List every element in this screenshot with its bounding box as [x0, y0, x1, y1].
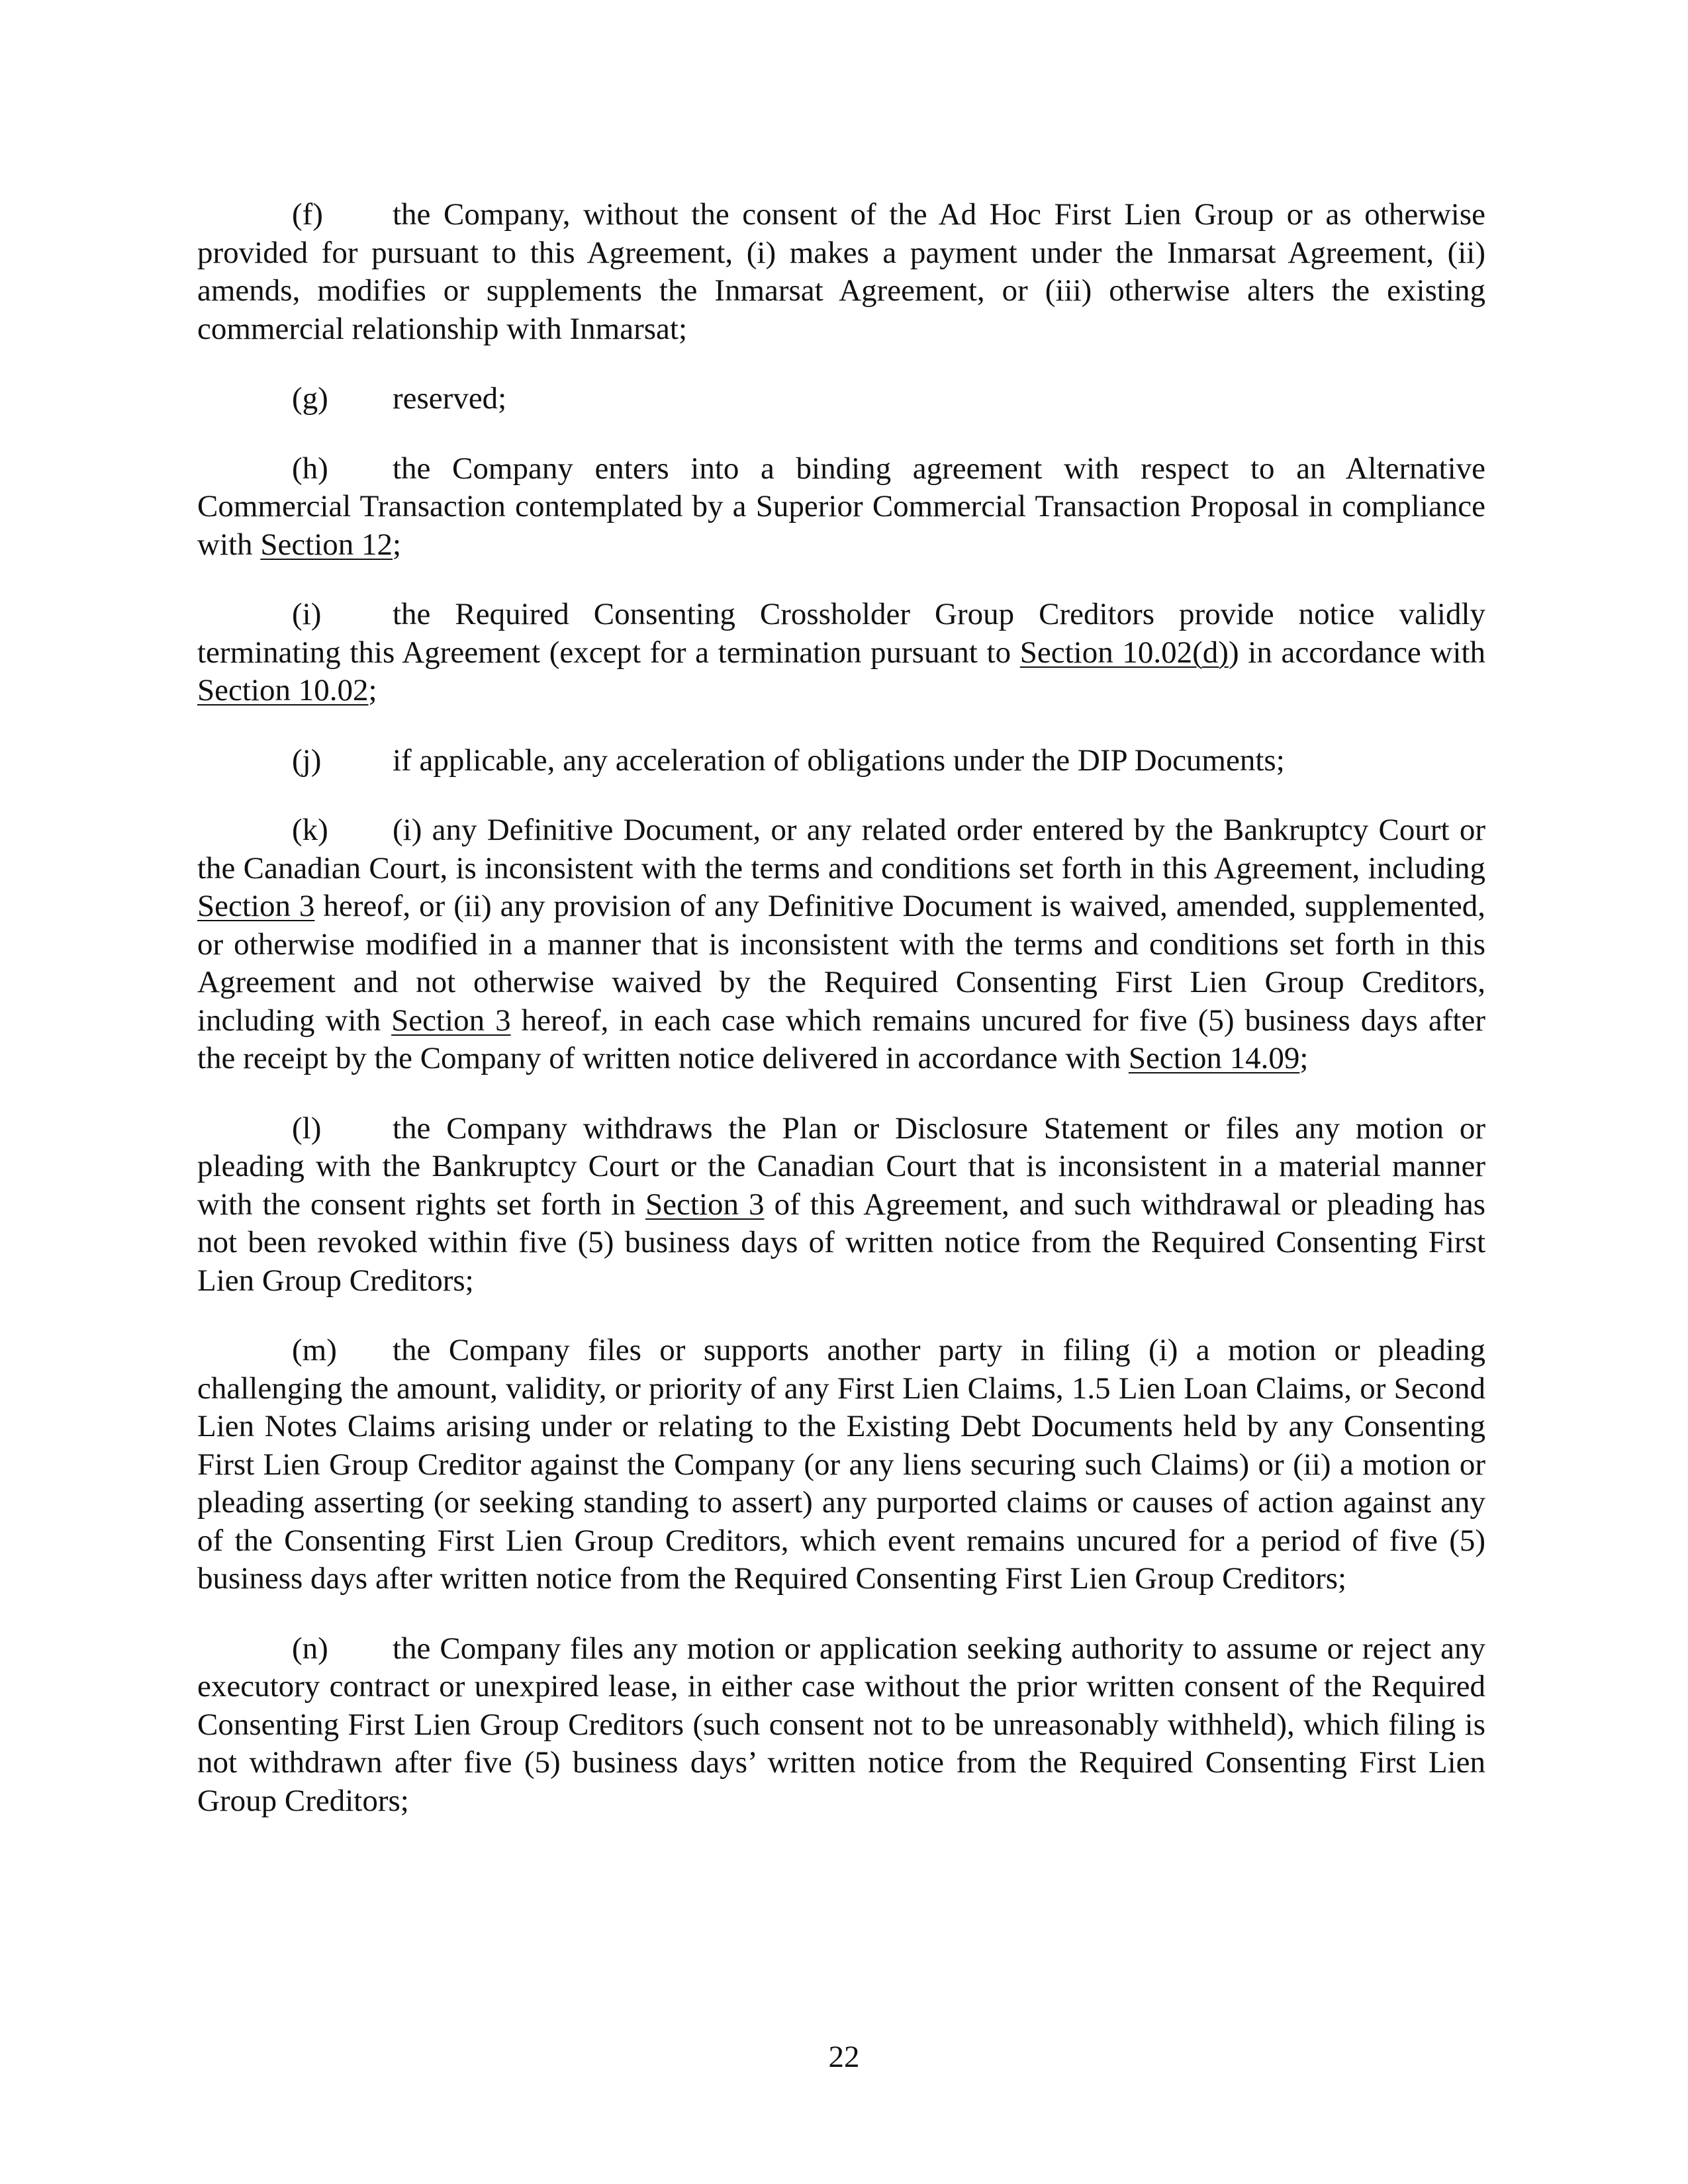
section-reference: Section 10.02 [197, 673, 369, 707]
clause-f [197, 196, 1485, 348]
clause-label: (h) [292, 451, 328, 486]
page-number: 22 [828, 2040, 860, 2074]
clause-text: ) in accordance with [1228, 635, 1486, 670]
clause-text: the Company files or supports another party in filing (i) a motion or pleading challenging the amount, validity, or priority of any First Lien Claims, 1.5 Lien Loan Claims, or Second Lien Notes Claims arising under or relating to the Existing Debt Documents held by any Consenting First Lien Group Creditor against the Company (or any liens securing such Claims) or (ii) a motion or pleading asserting (or seeking standing to assert) any purported claims or causes of action against any of the Consenting First Lien Group Creditors, which event remains uncured for a period of five (5) business days after written notice from the Required Consenting First Lien Group Creditors; [197, 1333, 1485, 1596]
clause-text: ; [368, 673, 377, 707]
clause-l [197, 1110, 1485, 1300]
clause-k [197, 811, 1485, 1078]
clause-j [197, 742, 1485, 780]
clause-g [197, 380, 1485, 418]
clause-text: ; [393, 527, 402, 562]
section-reference: Section 14.09 [1128, 1041, 1300, 1075]
clause-text: the Company enters into a binding agreement with respect to an Alternative Commercial Transaction contemplated by a Superior Commercial Transaction Proposal in compliance with [197, 451, 1485, 562]
clause-label: (g) [292, 381, 328, 416]
section-reference: Section 3 [197, 889, 315, 923]
section-reference: Section 12 [260, 527, 393, 562]
clause-text: the Required Consenting Crossholder Group Creditors provide notice validly terminating this Agreement (except for a termination pursuant to [197, 597, 1485, 670]
clause-label: (i) [292, 597, 322, 631]
clause-label: (n) [292, 1631, 328, 1666]
document-body [197, 196, 1485, 1852]
clause-text: the Company withdraws the Plan or Disclosure Statement or files any motion or pleading with the Bankruptcy Court or the Canadian Court that is inconsistent in a material manner with the consent rights set forth in [197, 1111, 1485, 1222]
clause-text: (i) any Definitive Document, or any related order entered by the Bankruptcy Court or the Canadian Court, is inconsistent with the terms and conditions set forth in this Agreement, including [197, 813, 1485, 886]
clause-i [197, 596, 1485, 710]
clause-text: if applicable, any acceleration of obligations under the DIP Documents; [393, 743, 1285, 778]
clause-n [197, 1630, 1485, 1821]
clause-label: (m) [292, 1333, 337, 1367]
clause-text: of this Agreement, and such withdrawal or pleading has not been revoked within five (5) business days of written notice from the Required Consenting First Lien Group Creditors; [197, 1187, 1486, 1298]
clause-text: the Company files any motion or application seeking authority to assume or reject any executory contract or unexpired lease, in either case without the prior written consent of the Required Consenting First Lien Group Creditors (such consent not to be unreasonably withheld), which filing is not withdrawn after five (5) business days’ written notice from the Required Consenting First Lien Group Creditors; [197, 1631, 1485, 1818]
clause-label: (f) [292, 197, 323, 232]
clause-text: reserved; [393, 381, 507, 416]
section-reference: Section 10.02(d) [1019, 635, 1229, 670]
section-reference: Section 3 [391, 1003, 511, 1038]
clause-text: hereof, in each case which remains uncured for five (5) business days after the receipt by the Company of written notice delivered in accordance with [197, 1003, 1486, 1075]
clause-h [197, 450, 1485, 565]
clause-text: the Company, without the consent of the Ad Hoc First Lien Group or as otherwise provided for pursuant to this Agreement, (i) makes a payment under the Inmarsat Agreement, (ii) amends, modifies or supplements the Inmarsat Agreement, or (iii) otherwise alters the existing commercial relationship with Inmarsat; [197, 197, 1485, 346]
clause-label: (j) [292, 743, 322, 778]
clause-m [197, 1332, 1485, 1598]
section-reference: Section 3 [645, 1187, 765, 1222]
clause-label: (k) [292, 813, 328, 847]
clause-text: hereof, or (ii) any provision of any Definitive Document is waived, amended, supplemented, or otherwise modified in a manner that is inconsistent with the terms and conditions set forth in this Agreement and not otherwise waived by the Required Consenting First Lien Group Creditors, including with [197, 889, 1485, 1038]
clause-text: ; [1299, 1041, 1309, 1075]
clause-label: (l) [292, 1111, 322, 1146]
